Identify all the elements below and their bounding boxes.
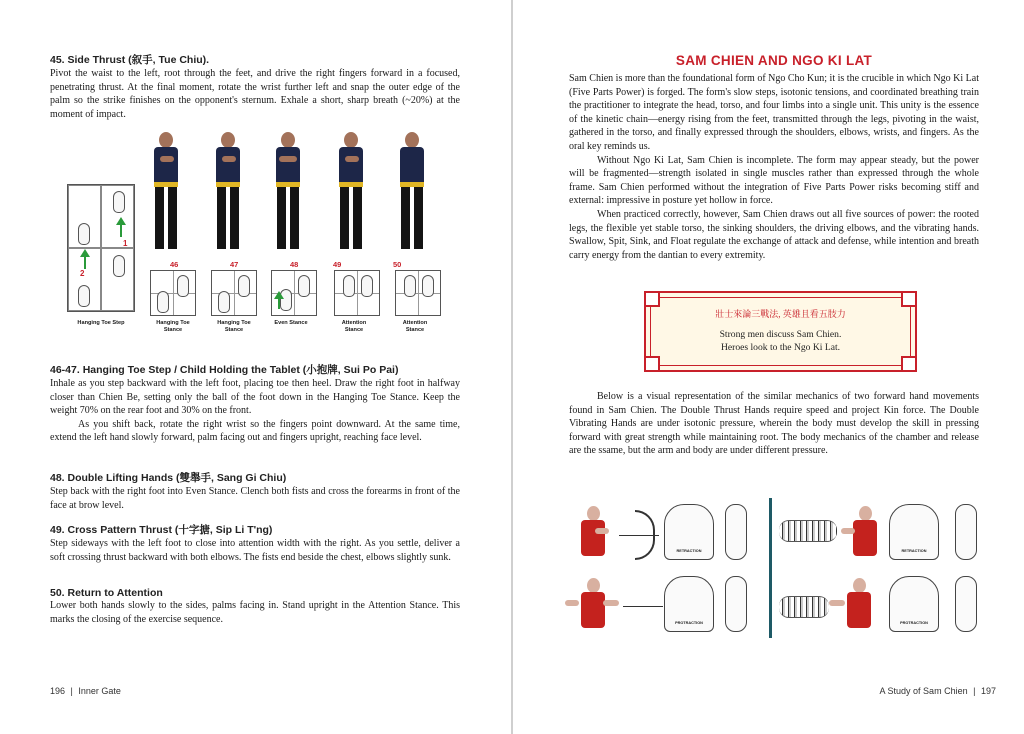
practitioner-figure-46 [146, 130, 186, 262]
page-footer [50, 686, 121, 696]
book-title: A Study of Sam Chien [879, 686, 968, 696]
plaque-line: Strong men discuss Sam Chien. [719, 329, 842, 340]
section-heading: 45. Side Thrust (叙手, Tue Chiu). [50, 54, 210, 66]
paragraph: Step sideways with the left foot to close into attention width with the right. As you settle, deliver a soft crossing thrust backward with both elbows. The fists end beside the chest, elbows slightly sunk. [50, 538, 460, 563]
section-49 [50, 522, 460, 564]
step-label: Attention Stance [341, 320, 367, 333]
paragraph: Without Ngo Ki Lat, Sam Chien is incomplete. The form may appear steady, but the power will be fragmented—strength isolated in single muscles rather than expressed through the whole frame. Sam Chien performed without the integration of Five Parts Power risks becoming stiff and external: impressive in posture yet hollow in force. [569, 154, 979, 207]
footer-separator: | [70, 686, 73, 696]
step-label: Attention Stance [402, 320, 428, 333]
step-label: Even Stance [274, 320, 308, 326]
stance-footprint-box [271, 270, 317, 316]
page-footer [880, 686, 996, 696]
anatomy-label: RETRACTION [676, 549, 702, 553]
plaque-translation [646, 328, 915, 354]
step-label: Hanging Toe Stance [217, 320, 251, 333]
anatomy-label: PROTRACTION [900, 621, 928, 625]
step-label: Hanging Toe Stance [156, 320, 190, 333]
stance-footprint-box [150, 270, 196, 316]
stance-figure-strip [50, 130, 460, 340]
page-number: 196 [50, 686, 66, 696]
figure-number: 48 [290, 260, 299, 269]
anatomy-back-protraction [664, 576, 714, 632]
spring-icon [779, 596, 829, 618]
paragraph: When practiced correctly, however, Sam Chien draws out all five sources of power: the rooted legs, the flexible yet stable torso, the sinking shoulders, the driving elbows, and the vibrating hands. Swallow, Spit, Sink, and Float regulate the exchange of attack and defense, while intention and breath carry energy from the dantian to every extremity. [569, 208, 979, 261]
spine-diagram-icon [725, 504, 747, 560]
stance-footprint-box [334, 270, 380, 316]
step-label: Hanging Toe Step [77, 320, 125, 326]
spring-icon [779, 520, 837, 542]
spine-diagram-icon [725, 576, 747, 632]
spine-diagram-icon [955, 504, 977, 560]
section-46-47 [50, 362, 460, 445]
paragraph: Sam Chien is more than the foundational form of Ngo Cho Kun; it is the crucible in which Ngo Ki Lat (Five Parts Power) is forged. The form's slow steps, isotonic tensions, and coordinated breathing train the practitioner to integrate the head, torso, and four limbs into a single unit. This unity is the essence of the kinetic chain—energy rising from the feet, transmitted through the legs, pivoting in the waist, gathered in the torso, and finally expressed through the shoulders, elbows, wrists, and fingers. As the oral key reminds us. [569, 73, 979, 152]
paragraph: As you shift back, rotate the right wrist so the fingers point downward. At the same time, extend the left hand slowly forward, palm facing out and fingers upright, reaching face level. [50, 418, 460, 444]
stance-footprint-box [211, 270, 257, 316]
paragraph: Lower both hands slowly to the sides, palms facing in. Stand upright in the Attention Stance. This marks the closing of the exercise sequence. [50, 600, 460, 625]
practitioner-figure-49 [331, 130, 371, 262]
page-title: SAM CHIEN AND NGO KI LAT [675, 53, 873, 68]
practitioner-figure-50 [392, 130, 432, 262]
plaque-line: Heroes look to the Ngo Ki Lat. [720, 342, 841, 353]
diagram-number: 1 [123, 239, 128, 248]
practitioner-photo [847, 506, 881, 561]
intro-text [569, 72, 979, 262]
book-title: Inner Gate [78, 686, 121, 696]
section-heading: 46-47. Hanging Toe Step / Child Holding the Tablet (小抱牌, Sui Po Pai) [50, 364, 399, 376]
section-heading: 48. Double Lifting Hands (雙舉手, Sang Gi Chiu) [50, 472, 287, 484]
paragraph: Inhale as you step backward with the left foot, placing toe then heel. Draw the right foot in halfway closer than Chien Be, setting only the ball of the foot down in the Hanging Toe Stance. Keep the weight 70% on the rear foot and 30% on the front. [50, 378, 460, 417]
practitioner-photo [575, 578, 609, 633]
diagram-number: 2 [80, 269, 85, 278]
paragraph: Pivot the waist to the left, root through the feet, and drive the right fingers forward in a focused, penetrating thrust. At the final moment, rotate the wrist further left and snap the outer edge of the palm so the strike finishes on the opponent's sternum. Exhale a short, sharp breath (~20%) at the moment of impact. [50, 68, 460, 120]
anatomy-back-retraction [889, 504, 939, 560]
anatomy-label: RETRACTION [901, 549, 927, 553]
figure-number: 46 [170, 260, 179, 269]
oral-key-plaque [644, 291, 917, 372]
section-heading: 50. Return to Attention [50, 587, 163, 599]
paragraph: Below is a visual representation of the similar mechanics of two forward hand movements found in Sam Chien. The Double Thrust Hands require speed and project Kin force. The Double Vibrating Hands are under isotonic pressure, wherein the body must develop the skill in pressing forward with great strength while maintaining root. The body mechanics of the chamber and release are the ssame, but the arm and body are under different pressure. [569, 391, 979, 457]
stance-footprint-box [395, 270, 441, 316]
figure-number: 47 [230, 260, 239, 269]
section-divider [769, 498, 772, 638]
right-page [513, 0, 1024, 734]
section-heading: 49. Cross Pattern Thrust (十字搪, Sip Li T'ng) [50, 524, 273, 536]
mechanics-text [569, 390, 979, 458]
practitioner-photo [575, 506, 609, 561]
spine-diagram-icon [955, 576, 977, 632]
practitioner-figure-47 [208, 130, 248, 262]
practitioner-photo [841, 578, 875, 633]
footwork-diagram [67, 184, 135, 312]
practitioner-figure-48 [268, 130, 308, 262]
section-48 [50, 470, 460, 512]
figure-number: 50 [393, 260, 402, 269]
mechanics-illustration [569, 498, 985, 643]
section-45 [50, 52, 460, 121]
figure-number: 49 [333, 260, 342, 269]
plaque-chinese-text: 壯士來論三戰法, 英雄且看五肢力 [715, 309, 846, 319]
page-number: 197 [980, 686, 996, 696]
footer-separator: | [973, 686, 976, 696]
left-page [0, 0, 511, 734]
paragraph: Step back with the right foot into Even Stance. Clench both fists and cross the forearms in front of the face at brow level. [50, 486, 460, 511]
anatomy-back-retraction [664, 504, 714, 560]
anatomy-label: PROTRACTION [675, 621, 703, 625]
anatomy-back-protraction [889, 576, 939, 632]
section-50 [50, 587, 460, 626]
